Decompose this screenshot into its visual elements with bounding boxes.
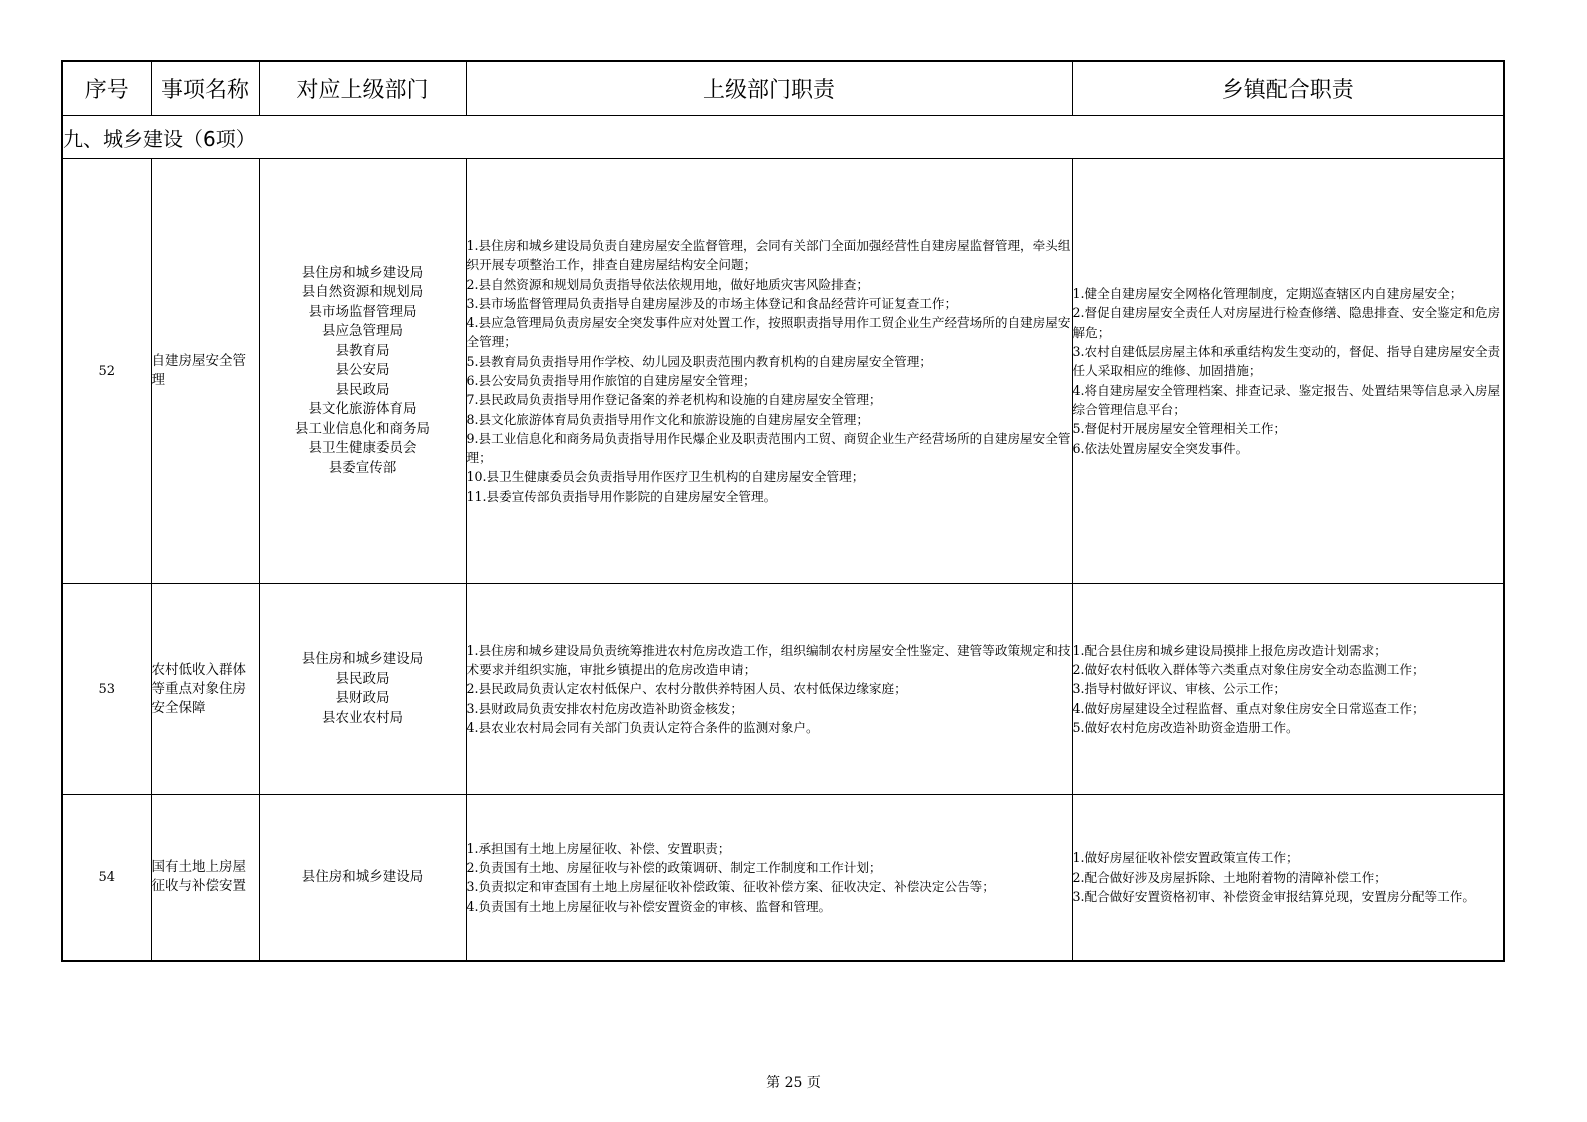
page-number: 第 25 页 (766, 1075, 821, 1091)
coop-item: 5.督促村开展房屋安全管理相关工作； (1072, 421, 1287, 437)
dept-line: 县教育局 (335, 342, 390, 359)
coop-item: 6.依法处置房屋安全突发事件。 (1072, 440, 1249, 456)
duty-item: 10.县卫生健康委员会负责指导用作医疗卫生机构的自建房屋安全管理； (466, 469, 865, 485)
coop-item: 4.将自建房屋安全管理档案、排查记录、鉴定报告、处置结果等信息录入房屋综合管理信息平台； (1072, 382, 1501, 417)
coop-item: 1.做好房屋征收补偿安置政策宣传工作； (1072, 850, 1299, 866)
dept-line: 县自然资源和规划局 (301, 284, 424, 301)
duty-item: 11.县委宣传部负责指导用作影院的自建房屋安全管理。 (466, 488, 777, 504)
dept-line: 县应急管理局 (322, 323, 403, 340)
row-name: 农村低收入群体等重点对象住房安全保障 (151, 584, 259, 795)
row-name: 国有土地上房屋征收与补偿安置 (151, 795, 259, 961)
dept-line: 县财政局 (335, 690, 390, 706)
coop-item: 5.做好农村危房改造补助资金造册工作。 (1072, 719, 1299, 735)
header-dept: 对应上级部门 (259, 61, 466, 116)
responsibility-table (61, 60, 1505, 962)
table-row (62, 795, 1504, 961)
dept-line: 县住房和城乡建设局 (301, 651, 424, 667)
row-num: 53 (62, 584, 151, 795)
row-duties (466, 159, 1072, 584)
row-depts (259, 584, 466, 795)
dept-line: 县委宣传部 (328, 459, 397, 476)
duty-item: 3.县财政局负责安排农村危房改造补助资金核发； (466, 700, 743, 716)
duty-item: 3.县市场监督管理局负责指导自建房屋涉及的市场主体登记和食品经营许可证复查工作； (466, 295, 958, 311)
coop-item: 1.配合县住房和城乡建设局摸排上报危房改造计划需求； (1072, 642, 1387, 658)
row-duties (466, 584, 1072, 795)
duty-item: 1.承担国有土地上房屋征收、补偿、安置职责； (466, 840, 731, 856)
dept-line: 县市场监督管理局 (308, 303, 417, 320)
dept-line: 县卫生健康委员会 (308, 440, 417, 457)
table-row (62, 159, 1504, 584)
coop-item: 3.农村自建低层房屋主体和承重结构发生变动的，督促、指导自建房屋安全责任人采取相应的维修、加固措施； (1072, 344, 1501, 379)
dept-line: 县文化旅游体育局 (308, 401, 417, 418)
duty-item: 3.负责拟定和审查国有土地上房屋征收补偿政策、征收补偿方案、征收决定、补偿决定公告等； (466, 879, 995, 895)
duty-item: 8.县文化旅游体育局负责指导用作文化和旅游设施的自建房屋安全管理； (466, 411, 869, 427)
coop-item: 2.做好农村低收入群体等六类重点对象住房安全动态监测工作； (1072, 662, 1425, 678)
section-title: 九、城乡建设（6项） (62, 116, 1504, 159)
header-coop: 乡镇配合职责 (1072, 61, 1504, 116)
table-row (62, 584, 1504, 795)
header-num: 序号 (62, 61, 151, 116)
row-coops (1072, 159, 1504, 584)
duty-item: 2.负责国有土地、房屋征收与补偿的政策调研、制定工作制度和工作计划； (466, 859, 882, 875)
row-num: 52 (62, 159, 151, 584)
duty-item: 4.负责国有土地上房屋征收与补偿安置资金的审核、监督和管理。 (466, 898, 832, 914)
header-name: 事项名称 (151, 61, 259, 116)
row-coops (1072, 795, 1504, 961)
row-num: 54 (62, 795, 151, 961)
duty-item: 4.县应急管理局负责房屋安全突发事件应对处置工作，按照职责指导用作工贸企业生产经营场所的自建房屋安全管理； (466, 315, 1071, 350)
header-duty: 上级部门职责 (466, 61, 1072, 116)
coop-item: 2.配合做好涉及房屋拆除、土地附着物的清障补偿工作； (1072, 869, 1387, 885)
duty-item: 6.县公安局负责指导用作旅馆的自建房屋安全管理； (466, 373, 756, 388)
duty-item: 2.县自然资源和规划局负责指导依法依规用地，做好地质灾害风险排查； (466, 276, 869, 292)
row-name: 自建房屋安全管理 (151, 159, 259, 584)
row-depts (259, 159, 466, 584)
section-row (62, 116, 1504, 159)
duty-item: 4.县农业农村局会同有关部门负责认定符合条件的监测对象户。 (466, 719, 819, 735)
coop-item: 2.督促自建房屋安全责任人对房屋进行检查修缮、隐患排查、安全鉴定和危房解危； (1072, 305, 1501, 340)
dept-line: 县农业农村局 (322, 709, 403, 726)
dept-line: 县工业信息化和商务局 (295, 420, 430, 437)
coop-item: 1.健全自建房屋安全网格化管理制度，定期巡查辖区内自建房屋安全； (1072, 286, 1463, 302)
duty-item: 5.县教育局负责指导用作学校、幼儿园及职责范围内教育机构的自建房屋安全管理； (466, 353, 932, 369)
row-duties (466, 795, 1072, 961)
duty-item: 2.县民政局负责认定农村低保户、农村分散供养特困人员、农村低保边缘家庭； (466, 681, 907, 697)
dept-line: 县公安局 (335, 362, 390, 379)
coop-item: 4.做好房屋建设全过程监督、重点对象住房安全日常巡查工作； (1072, 700, 1425, 716)
dept-line: 县住房和城乡建设局 (301, 868, 424, 885)
duty-item: 1.县住房和城乡建设局负责统筹推进农村危房改造工作，组织编制农村房屋安全性鉴定、建管等政策规定和技术要求并组织实施，审批乡镇提出的危房改造申请； (466, 642, 1071, 678)
duty-item: 1.县住房和城乡建设局负责自建房屋安全监督管理，会同有关部门全面加强经营性自建房屋监督管理，牵头组织开展专项整治工作，排查自建房屋结构安全问题； (466, 237, 1071, 273)
coop-item: 3.配合做好安置资格初审、补偿资金审报结算兑现，安置房分配等工作。 (1072, 888, 1475, 904)
row-depts (259, 795, 466, 961)
duty-item: 9.县工业信息化和商务局负责指导用作民爆企业及职责范围内工贸、商贸企业生产经营场所的自建房屋安全管理； (466, 430, 1071, 466)
header-row (62, 61, 1504, 116)
dept-line: 县民政局 (335, 670, 390, 687)
row-coops (1072, 584, 1504, 795)
dept-line: 县住房和城乡建设局 (301, 264, 424, 281)
dept-line: 县民政局 (335, 381, 390, 398)
duty-item: 7.县民政局负责指导用作登记备案的养老机构和设施的自建房屋安全管理； (466, 392, 882, 408)
coop-item: 3.指导村做好评议、审核、公示工作； (1072, 681, 1287, 697)
